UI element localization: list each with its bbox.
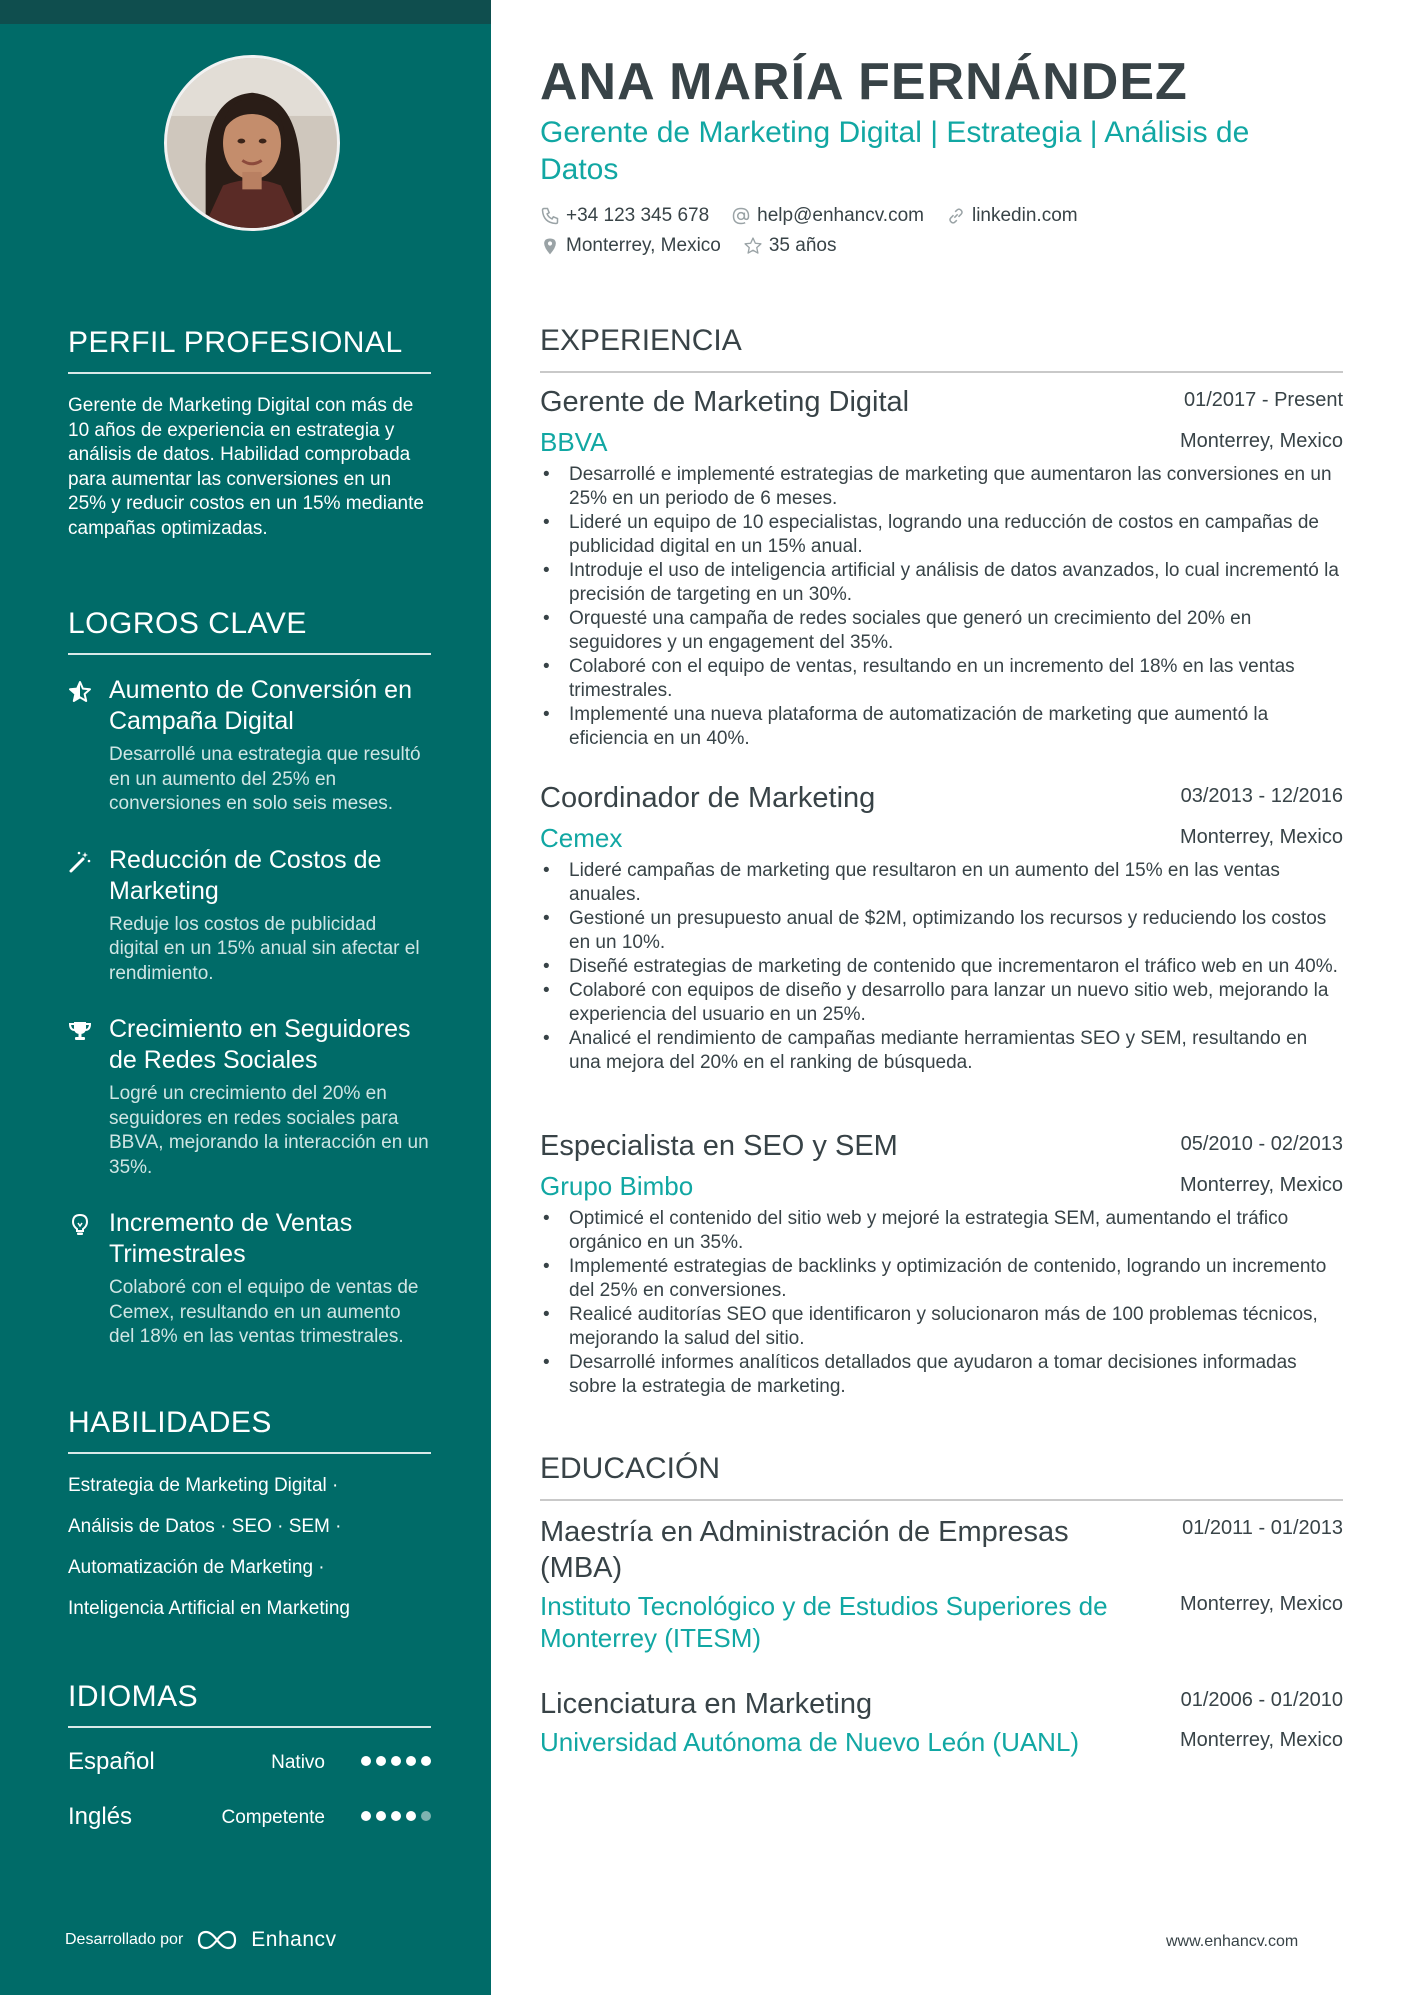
job-bullets xyxy=(540,1207,1343,1399)
profile-photo xyxy=(164,55,340,231)
job-bullet: • Gestioné un presupuesto anual de $2M, optimizando los recursos y reduciendo los costos en un 10%. xyxy=(540,907,1343,955)
contact-age xyxy=(743,235,837,257)
job-location: Monterrey, Mexico xyxy=(1179,1174,1343,1196)
job-location: Monterrey, Mexico xyxy=(1179,430,1343,452)
job-company: BBVA xyxy=(540,427,608,457)
achievement-desc: Desarrollé una estrategia que resultó en un aumento del 25% en conversiones en solo seis meses. xyxy=(109,744,421,814)
star-icon xyxy=(743,236,763,256)
contact-linkedin[interactable] xyxy=(946,205,1078,227)
achievement-title: Crecimiento en Seguidores de Redes Sociales xyxy=(109,1015,411,1074)
rating-dot-filled xyxy=(376,1811,386,1821)
achievement-title: Aumento de Conversión en Campaña Digital xyxy=(109,676,412,735)
job-bullet: • Analicé el rendimiento de campañas mediante herramientas SEO y SEM, resultando en una mejora del 20% en el ranking de búsqueda. xyxy=(540,1027,1343,1075)
achievement-item xyxy=(68,675,431,817)
achievements-title: LOGROS CLAVE xyxy=(68,607,431,655)
star-half-icon xyxy=(68,680,92,704)
website-link[interactable]: www.enhancv.com xyxy=(1166,1933,1299,1950)
profile-text: Gerente de Marketing Digital con más de 10 años de experiencia en estrategia y análisis de datos. Habilidad comprobada para aumentar las conversiones en un 25% y reducir costos en un 15% mediante campañas optimizadas. xyxy=(68,395,424,539)
trophy-icon xyxy=(68,1019,92,1043)
job-bullet: • Diseñé estrategias de marketing de contenido que incrementaron el tráfico web en un 40%. xyxy=(540,955,1343,979)
developed-by-label: Desarrollado por xyxy=(65,1931,184,1948)
contact-location xyxy=(540,235,721,257)
lightbulb-icon xyxy=(68,1213,92,1237)
sidebar xyxy=(0,0,491,1995)
achievement-title: Reducción de Costos de Marketing xyxy=(109,845,382,905)
profile-section xyxy=(68,326,431,541)
language-name: Inglés xyxy=(68,1803,133,1830)
rating-dot-filled xyxy=(391,1756,401,1766)
language-level: Nativo xyxy=(271,1752,325,1773)
achievement-item xyxy=(68,1014,431,1180)
school-name: Instituto Tecnológico y de Estudios Superiores de Monterrey (ITESM) xyxy=(540,1591,1108,1653)
enhancv-brand[interactable]: Enhancv xyxy=(251,1928,337,1951)
job-bullet: • Optimicé el contenido del sitio web y mejoré la estrategia SEM, aumentando el tráfico orgánico en un 35%. xyxy=(540,1207,1343,1255)
school-name: Universidad Autónoma de Nuevo León (UANL) xyxy=(540,1727,1080,1757)
languages-title: IDIOMAS xyxy=(68,1680,431,1728)
candidate-headline: Gerente de Marketing Digital | Estrategia | Análisis de Datos xyxy=(540,116,1250,186)
achievement-item xyxy=(68,845,431,987)
job-bullet: • Colaboré con equipos de diseño y desarrollo para lanzar un nuevo sitio web, mejorando la experiencia del usuario en un 25%. xyxy=(540,979,1343,1027)
job-dates: 03/2013 - 12/2016 xyxy=(1180,785,1343,807)
education-location: Monterrey, Mexico xyxy=(1179,1593,1343,1615)
job-bullets xyxy=(540,463,1343,751)
phone-icon xyxy=(540,206,560,226)
job-company: Grupo Bimbo xyxy=(540,1171,694,1201)
language-name: Español xyxy=(68,1748,155,1775)
rating-dot-filled xyxy=(361,1811,371,1821)
job-bullet: • Implementé estrategias de backlinks y optimización de contenido, logrando un incremento del 25% en conversiones. xyxy=(540,1255,1343,1303)
rating-dot-filled xyxy=(421,1756,431,1766)
skills-section xyxy=(68,1406,431,1638)
job-bullet: • Desarrollé e implementé estrategias de marketing que aumentaron las conversiones en un 25% en un periodo de 6 meses. xyxy=(540,463,1343,511)
education-location: Monterrey, Mexico xyxy=(1179,1729,1343,1751)
achievement-desc: Logré un crecimiento del 20% en seguidores en redes sociales para BBVA, mejorando la interacción en un 35%. xyxy=(109,1083,429,1178)
job-bullet: • Lideré campañas de marketing que resultaron en un aumento del 15% en las ventas anuales. xyxy=(540,859,1343,907)
experience-title: EXPERIENCIA xyxy=(540,324,1343,373)
linkedin-text: linkedin.com xyxy=(971,205,1078,226)
rating-dot-filled xyxy=(391,1811,401,1821)
education-entry xyxy=(540,1686,1343,1758)
education-dates: 01/2011 - 01/2013 xyxy=(1182,1517,1343,1539)
link-icon xyxy=(946,206,966,226)
email-text: help@enhancv.com xyxy=(757,205,924,226)
job-title: Gerente de Marketing Digital xyxy=(540,386,910,418)
job-bullets xyxy=(540,859,1343,1075)
sidebar-footer xyxy=(65,1928,337,1952)
language-rating xyxy=(361,1811,431,1821)
languages-section xyxy=(68,1680,431,1858)
job-title: Especialista en SEO y SEM xyxy=(540,1130,898,1162)
job-dates: 01/2017 - Present xyxy=(1184,389,1343,411)
job-entry xyxy=(540,782,1343,1075)
job-company: Cemex xyxy=(540,823,623,853)
contact-email[interactable] xyxy=(731,205,924,227)
location-pin-icon xyxy=(540,236,560,256)
skill-line: Inteligencia Artificial en Marketing xyxy=(68,1598,350,1619)
rating-dot-filled xyxy=(406,1811,416,1821)
achievement-item xyxy=(68,1208,431,1350)
contact-phone[interactable] xyxy=(540,205,709,227)
rating-dot-filled xyxy=(406,1756,416,1766)
degree-title: Licenciatura en Marketing xyxy=(540,1688,873,1720)
enhancv-logo-icon xyxy=(195,1928,239,1952)
at-sign-icon xyxy=(731,206,751,226)
job-bullet: • Implementé una nueva plataforma de automatización de marketing que aumentó la eficiencia en un 40%. xyxy=(540,703,1343,751)
job-entry xyxy=(540,386,1343,751)
language-level: Competente xyxy=(221,1807,325,1828)
job-bullet: • Colaboré con el equipo de ventas, resultando en un incremento del 18% en las ventas trimestrales. xyxy=(540,655,1343,703)
phone-text: +34 123 345 678 xyxy=(566,205,710,226)
degree-title: Maestría en Administración de Empresas (MBA) xyxy=(540,1516,1069,1584)
rating-dot-filled xyxy=(361,1756,371,1766)
contact-info xyxy=(540,205,1343,265)
achievement-desc: Colaboré con el equipo de ventas de Cemex, resultando en un aumento del 18% en las ventas trimestrales. xyxy=(109,1277,419,1347)
achievements-section xyxy=(68,607,431,1378)
job-bullet: • Lideré un equipo de 10 especialistas, logrando una reducción de costos en campañas de publicidad digital en un 15% anual. xyxy=(540,511,1343,559)
profile-title: PERFIL PROFESIONAL xyxy=(68,326,431,374)
skills-title: HABILIDADES xyxy=(68,1406,431,1454)
candidate-name: ANA MARÍA FERNÁNDEZ xyxy=(540,53,1188,111)
job-bullet: • Introduje el uso de inteligencia artificial y análisis de datos avanzados, lo cual incrementó la precisión de targeting en un 30%. xyxy=(540,559,1343,607)
rating-dot-empty xyxy=(421,1811,431,1821)
achievement-title: Incremento de Ventas Trimestrales xyxy=(109,1209,353,1268)
job-title: Coordinador de Marketing xyxy=(540,782,876,814)
avatar-illustration xyxy=(167,58,337,228)
job-dates: 05/2010 - 02/2013 xyxy=(1180,1133,1343,1155)
language-rating xyxy=(361,1756,431,1766)
job-bullet: • Desarrollé informes analíticos detallados que ayudaron a tomar decisiones informadas sobre la estrategia de marketing. xyxy=(540,1351,1343,1399)
skill-line: Análisis de Datos · SEO · SEM · xyxy=(68,1516,342,1537)
job-bullet: • Realicé auditorías SEO que identificaron y solucionaron más de 100 problemas técnicos, mejorando la salud del sitio. xyxy=(540,1303,1343,1351)
achievement-desc: Reduje los costos de publicidad digital en un 15% anual sin afectar el rendimiento. xyxy=(109,913,420,984)
education-entry xyxy=(540,1514,1343,1654)
education-title: EDUCACIÓN xyxy=(540,1452,1343,1501)
job-entry xyxy=(540,1130,1343,1399)
location-text: Monterrey, Mexico xyxy=(566,235,721,256)
rating-dot-filled xyxy=(376,1756,386,1766)
job-location: Monterrey, Mexico xyxy=(1179,826,1343,848)
sidebar-top-bar xyxy=(0,0,491,24)
age-text: 35 años xyxy=(768,235,837,256)
job-bullet: • Orquesté una campaña de redes sociales que generó un crecimiento del 20% en seguidores y un engagement del 35%. xyxy=(540,607,1343,655)
language-row xyxy=(68,1803,431,1858)
skill-line: Estrategia de Marketing Digital · xyxy=(68,1475,339,1496)
language-row xyxy=(68,1748,431,1803)
magic-wand-icon xyxy=(68,850,92,874)
education-dates: 01/2006 - 01/2010 xyxy=(1180,1689,1343,1711)
skill-line: Automatización de Marketing · xyxy=(68,1557,325,1578)
